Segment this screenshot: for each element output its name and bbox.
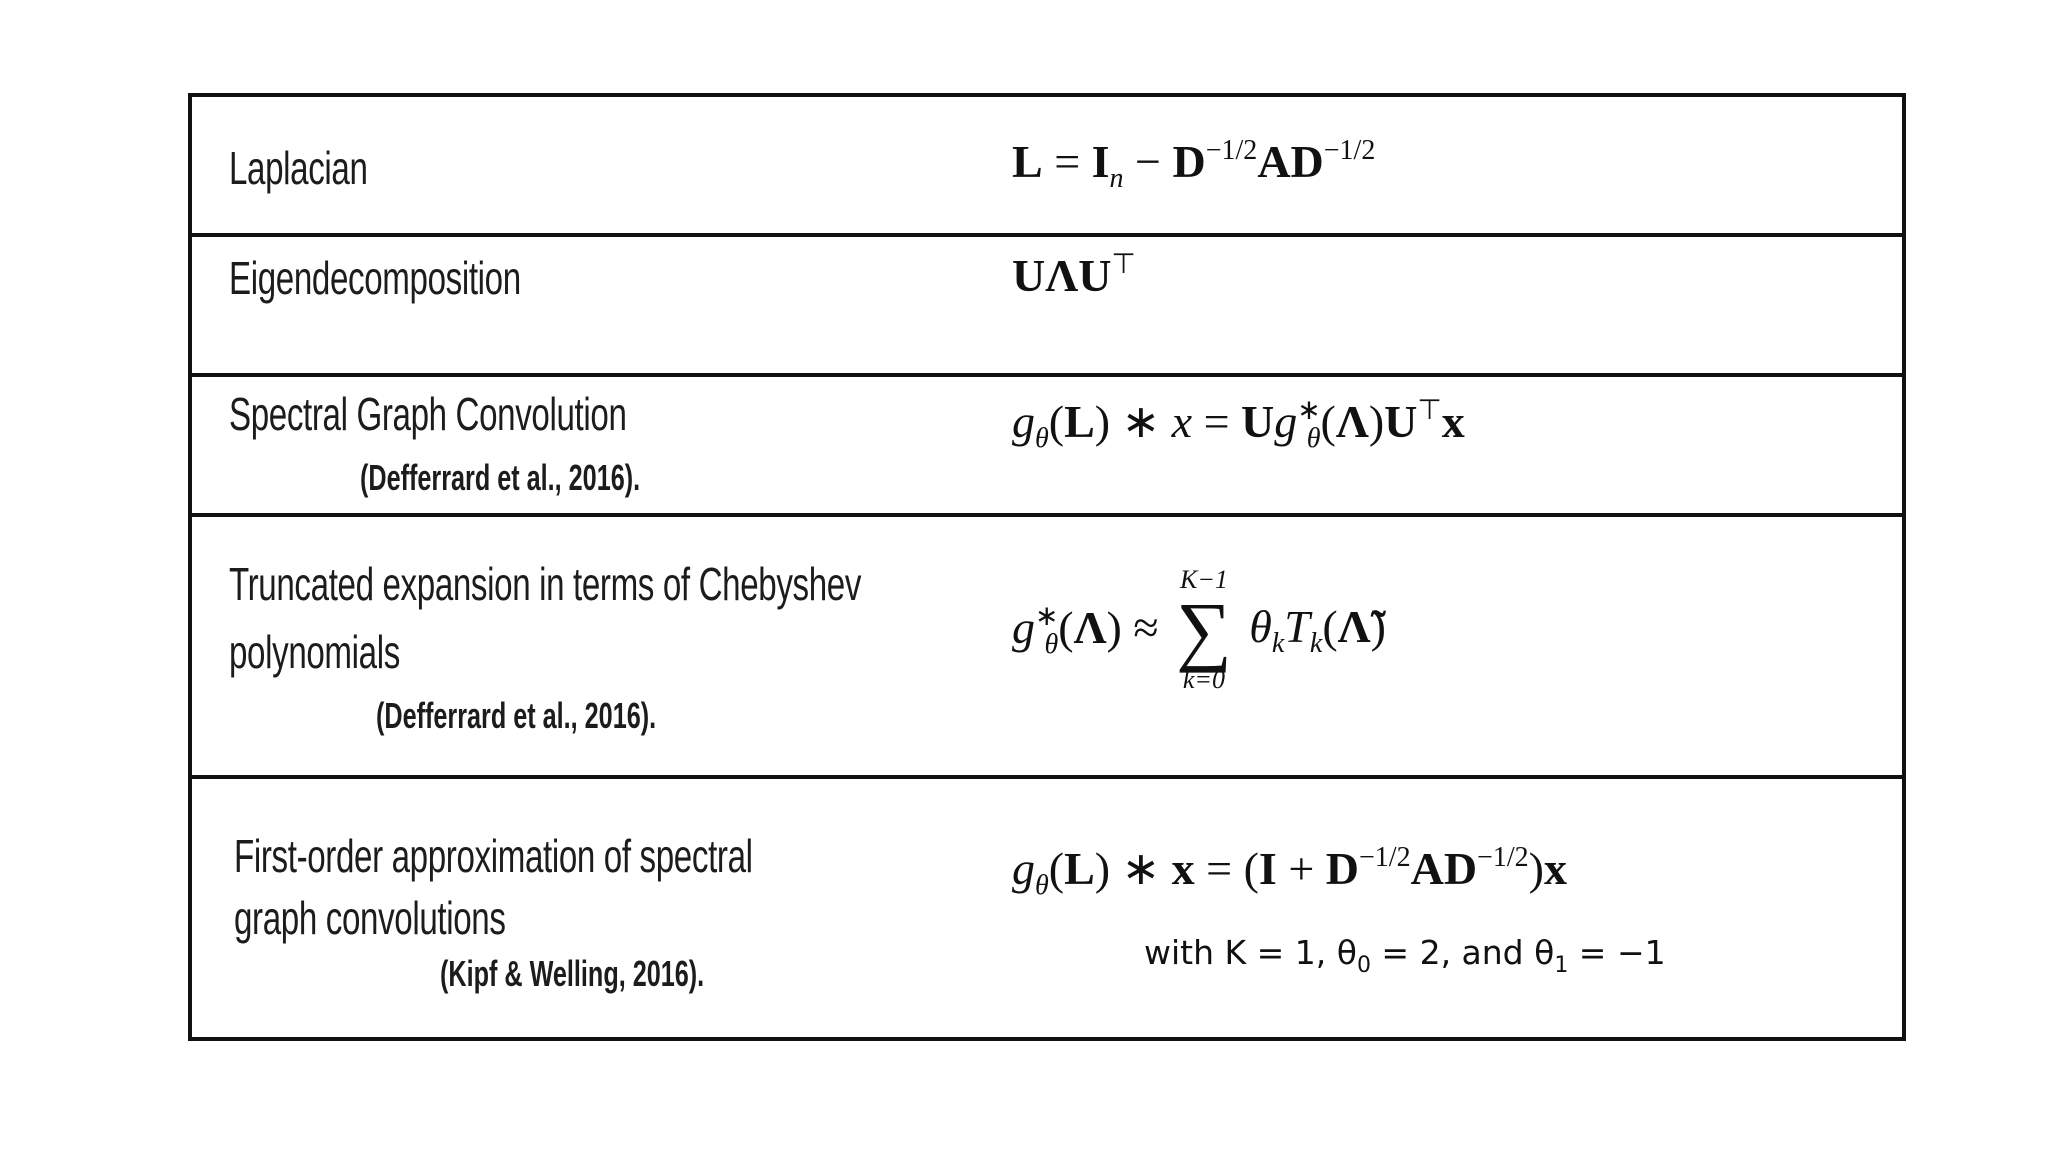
term-first-order-line2: graph convolutions <box>234 892 506 944</box>
table-row-chebyshev <box>190 515 1904 777</box>
term-laplacian: Laplacian <box>229 142 368 194</box>
table-row-laplacian <box>190 95 1904 235</box>
formula-cell <box>972 95 1904 235</box>
term-cell <box>190 777 972 1039</box>
citation-defferrard: (Defferrard et al., 2016). <box>376 695 657 736</box>
term-eigendecomposition: Eigendecomposition <box>229 252 521 304</box>
gcn-formula-table <box>188 93 1906 1041</box>
formula-cell <box>972 235 1904 375</box>
formula-cell <box>972 515 1904 777</box>
term-chebyshev-line1: Truncated expansion in terms of Chebyshev <box>229 558 862 610</box>
term-cell <box>190 95 972 235</box>
summation-symbol: K−1 ∑ k=0 <box>1176 565 1232 695</box>
table-row-first-order <box>190 777 1904 1039</box>
parameter-note: with K = 1, $\theta_0 = 2$, and $\theta_1 = -1$ <box>1144 933 1666 978</box>
formula-chebyshev: $g^∗_\theta(\Lambda)$ ≈ K−1 ∑ k=0 $\theta_kT_k(\Lambdã)$ <box>1012 565 1386 695</box>
formula-spectral-convolution: $g_\theta(L)$ ∗ $x = Ug^∗_\theta(\Lambda)U^⊤x$ <box>1012 395 1465 454</box>
term-cell <box>190 235 972 375</box>
term-spectral-convolution: Spectral Graph Convolution <box>229 388 627 440</box>
table-row-spectral-convolution <box>190 375 1904 515</box>
formula-laplacian: $L = I_n - D^{-1/2}AD^{-1/2}$ <box>1012 135 1376 194</box>
term-first-order-line1: First-order approximation of spectral <box>234 830 753 882</box>
term-cell <box>190 375 972 515</box>
citation-defferrard: (Defferrard et al., 2016). <box>360 457 641 498</box>
formula-cell <box>972 375 1904 515</box>
term-cell <box>190 515 972 777</box>
formula-eigendecomposition: UΛU⊤ <box>1012 249 1136 301</box>
table-row-eigendecomposition <box>190 235 1904 375</box>
formula-first-order: $g_\theta(L)$ ∗ $x = (I + D^{-1/2}AD^{-1/2})x$ <box>1012 842 1567 901</box>
term-chebyshev-line2: polynomials <box>229 626 400 678</box>
formula-cell <box>972 777 1904 1039</box>
citation-kipf-welling: (Kipf & Welling, 2016). <box>440 953 705 994</box>
